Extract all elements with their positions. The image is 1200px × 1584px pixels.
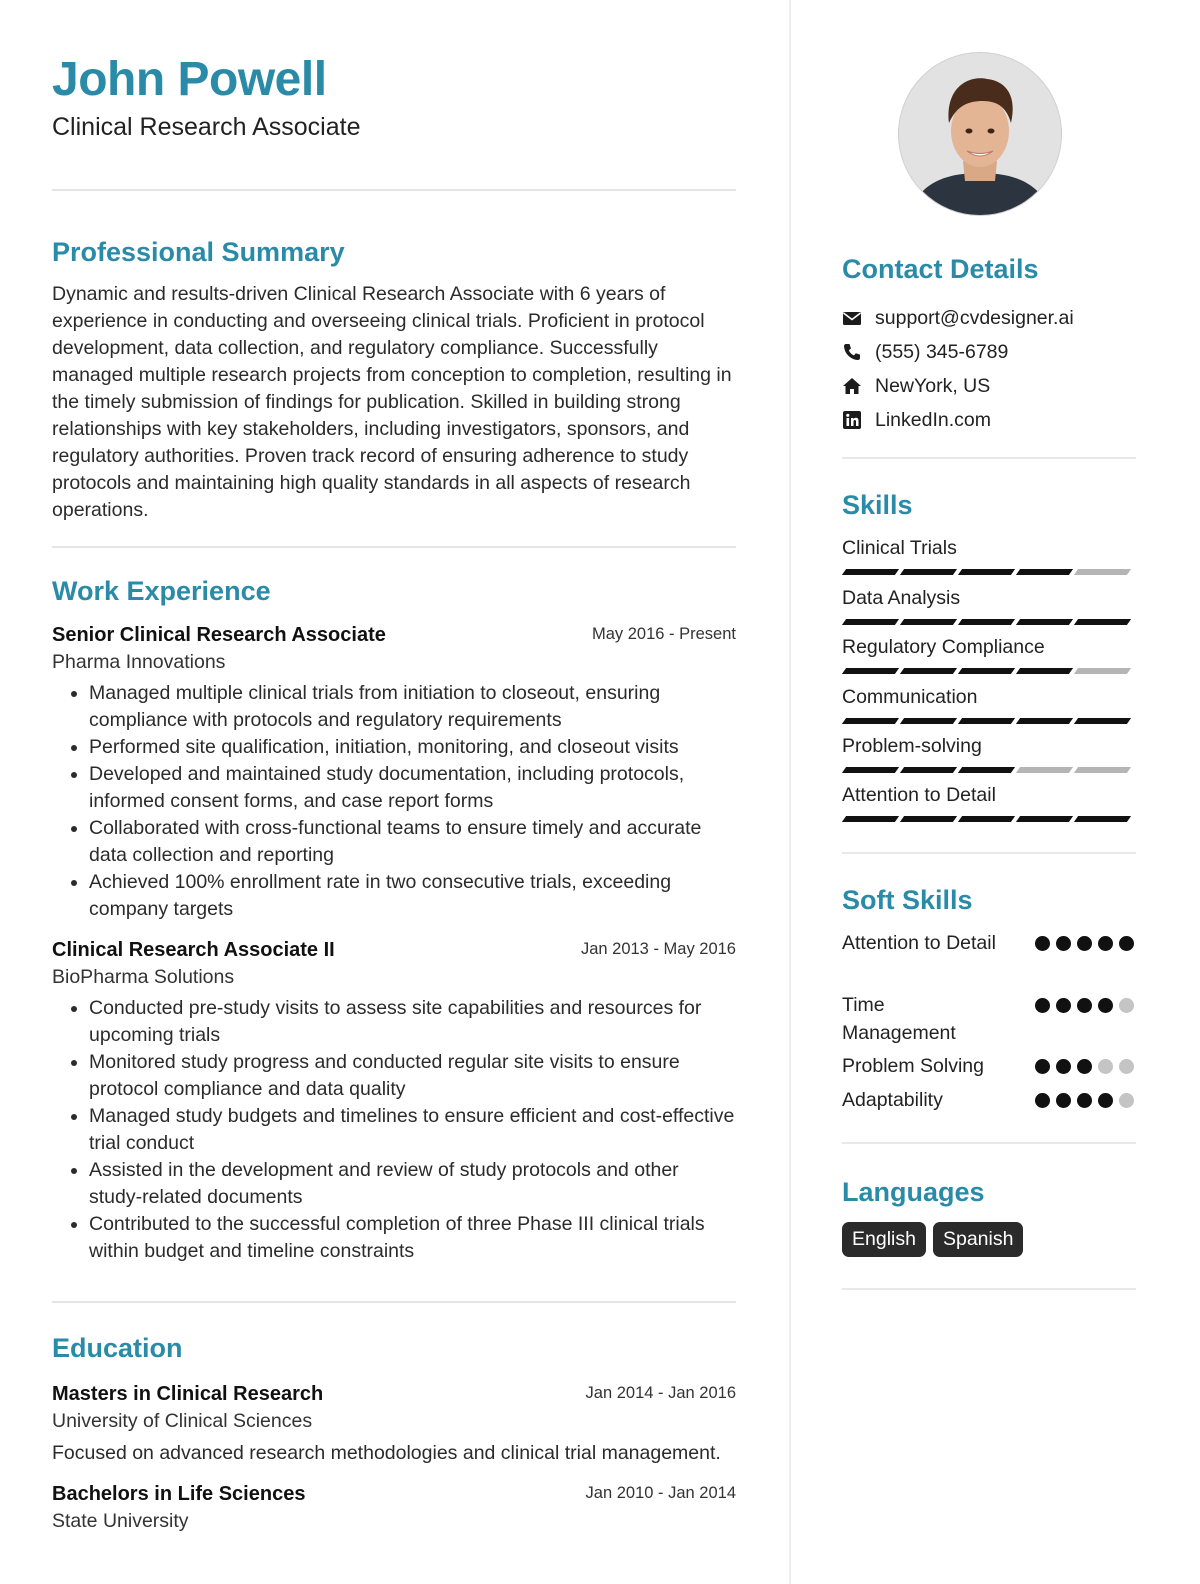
- skill-name: Communication: [842, 686, 978, 708]
- job-company: Pharma Innovations: [52, 651, 226, 673]
- skill-level-segment: [1074, 668, 1131, 674]
- rating-dot: [1035, 1059, 1050, 1074]
- section-divider: [842, 457, 1136, 459]
- contact-title: Contact Details: [842, 254, 1039, 284]
- skill-level-segment: [1016, 619, 1073, 625]
- skill-level-segment: [900, 816, 957, 822]
- soft-skill-name: Problem Solving: [842, 1055, 984, 1077]
- skill-level-segment: [1074, 619, 1131, 625]
- contact-text: support@cvdesigner.ai: [875, 306, 1074, 329]
- contact-text[interactable]: LinkedIn.com: [875, 408, 991, 431]
- soft-skill-rating-dots: [1029, 1093, 1134, 1108]
- skill-level-segment: [1016, 767, 1073, 773]
- job-bullets: [52, 995, 736, 1265]
- degree-dates: Jan 2014 - Jan 2016: [585, 1384, 736, 1402]
- education-title: Education: [52, 1333, 183, 1363]
- education-entry: [52, 1481, 736, 1535]
- skill-level-segment: [958, 718, 1015, 724]
- rating-dot: [1119, 998, 1134, 1013]
- skill-level-segment: [1074, 767, 1131, 773]
- soft-skill-item: [842, 929, 1136, 957]
- rating-dot: [1098, 1059, 1113, 1074]
- degree-title: Bachelors in Life Sciences: [52, 1483, 306, 1505]
- skill-level-segment: [842, 767, 899, 773]
- summary-text: Dynamic and results-driven Clinical Research Associate with 6 years of experience in conducting and overseeing clinical trials. Proficient in protocol development, data collection, and regulatory compliance. Successfully managed multiple research projects from conception to completion, resulting in the timely submission of findings for publication. Skilled in building strong relationships with key stakeholders, including investigators, sponsors, and regulatory authorities. Proven track record of ensuring adherence to study protocols and maintaining high quality standards in all aspects of research operations.: [52, 283, 732, 521]
- degree-title: Masters in Clinical Research: [52, 1383, 324, 1405]
- skill-level-segment: [958, 569, 1015, 575]
- education-description: Focused on advanced research methodologies and clinical trial management.: [52, 1442, 721, 1464]
- summary-title: Professional Summary: [52, 237, 345, 267]
- contact-phone: [842, 337, 1008, 367]
- skill-level-segment: [1074, 569, 1131, 575]
- phone-icon: [842, 342, 862, 362]
- rating-dot: [1056, 998, 1071, 1013]
- experience-title: Work Experience: [52, 576, 271, 606]
- soft-skill-name: Attention to Detail: [842, 932, 996, 954]
- skill-level-bars: [842, 569, 1136, 575]
- home-icon: [842, 376, 862, 396]
- skill-level-segment: [900, 569, 957, 575]
- skill-level-segment: [1074, 718, 1131, 724]
- skill-level-segment: [842, 816, 899, 822]
- soft-skill-rating-dots: [1029, 936, 1134, 951]
- rating-dot: [1056, 936, 1071, 951]
- skill-level-segment: [958, 668, 1015, 674]
- skill-level-bars: [842, 718, 1136, 724]
- skill-item: [842, 733, 1136, 773]
- job-bullets: [52, 680, 736, 923]
- language-tag: English: [842, 1222, 926, 1257]
- profile-photo: [898, 52, 1062, 216]
- school-name: University of Clinical Sciences: [52, 1410, 313, 1432]
- contact-email: [842, 303, 1074, 333]
- bullet-item: • Achieved 100% enrollment rate in two consecutive trials, exceeding company targets: [89, 869, 736, 923]
- skill-level-segment: [900, 767, 957, 773]
- skill-level-segment: [842, 668, 899, 674]
- rating-dot: [1077, 936, 1092, 951]
- skill-level-segment: [900, 718, 957, 724]
- rating-dot: [1056, 1093, 1071, 1108]
- rating-dot: [1119, 1059, 1134, 1074]
- job-company: BioPharma Solutions: [52, 966, 235, 988]
- rating-dot: [1035, 1093, 1050, 1108]
- section-divider: [842, 1142, 1136, 1144]
- rating-dot: [1098, 936, 1113, 951]
- skill-level-segment: [900, 668, 957, 674]
- bullet-item: • Conducted pre-study visits to assess site capabilities and resources for upcoming trials: [89, 995, 736, 1049]
- skill-item: [842, 585, 1136, 625]
- rating-dot: [1035, 936, 1050, 951]
- job-entry: [52, 622, 736, 923]
- bullet-item: • Contributed to the successful completion of three Phase III clinical trials within budget and timeline constraints: [89, 1211, 736, 1265]
- soft-skills-title: Soft Skills: [842, 885, 973, 915]
- bullet-item: • Managed study budgets and timelines to ensure efficient and cost-effective trial conduct: [89, 1103, 736, 1157]
- contact-location: [842, 371, 990, 401]
- person-portrait-icon: [899, 53, 1061, 215]
- rating-dot: [1119, 936, 1134, 951]
- bullet-item: • Monitored study progress and conducted regular site visits to ensure protocol compliance and data quality: [89, 1049, 736, 1103]
- skill-item: [842, 782, 1136, 822]
- language-tag: Spanish: [933, 1222, 1023, 1257]
- skill-item: [842, 634, 1136, 674]
- bullet-item: • Assisted in the development and review of study protocols and other study-related documents: [89, 1157, 736, 1211]
- skill-item: [842, 535, 1136, 575]
- job-entry: [52, 937, 736, 1265]
- rating-dot: [1119, 1093, 1134, 1108]
- skill-level-bars: [842, 816, 1136, 822]
- soft-skill-name: Adaptability: [842, 1089, 943, 1111]
- skill-item: [842, 684, 1136, 724]
- contact-linkedin[interactable]: [842, 405, 991, 435]
- job-title: Senior Clinical Research Associate: [52, 624, 386, 646]
- skills-title: Skills: [842, 490, 913, 520]
- bullet-item: • Performed site qualification, initiation, monitoring, and closeout visits: [89, 734, 736, 761]
- skill-name: Regulatory Compliance: [842, 636, 1045, 658]
- bullet-item: • Collaborated with cross-functional teams to ensure timely and accurate data collection and reporting: [89, 815, 736, 869]
- soft-skill-rating-dots: [1029, 1059, 1134, 1074]
- section-divider: [52, 546, 736, 548]
- contact-text: (555) 345-6789: [875, 340, 1009, 363]
- skill-level-segment: [1074, 816, 1131, 822]
- contact-text: NewYork, US: [875, 374, 991, 397]
- section-divider: [52, 1301, 736, 1303]
- bullet-item: • Managed multiple clinical trials from initiation to closeout, ensuring compliance with protocols and regulatory requirements: [89, 680, 736, 734]
- skill-level-segment: [842, 619, 899, 625]
- skill-level-segment: [1016, 718, 1073, 724]
- soft-skill-item: [842, 1086, 1136, 1114]
- skill-name: Attention to Detail: [842, 784, 996, 806]
- rating-dot: [1077, 1093, 1092, 1108]
- section-divider: [842, 852, 1136, 854]
- skill-name: Data Analysis: [842, 587, 961, 609]
- skill-level-segment: [900, 619, 957, 625]
- soft-skill-name: Time Management: [842, 994, 956, 1044]
- main-column: [52, 50, 736, 1535]
- skill-level-segment: [958, 767, 1015, 773]
- skill-level-bars: [842, 619, 1136, 625]
- bullet-item: • Developed and maintained study documentation, including protocols, informed consent forms, and case report forms: [89, 761, 736, 815]
- section-divider: [52, 189, 736, 191]
- language-list: [842, 1222, 1030, 1257]
- rating-dot: [1035, 998, 1050, 1013]
- degree-dates: Jan 2010 - Jan 2014: [585, 1484, 736, 1502]
- candidate-role: Clinical Research Associate: [52, 113, 361, 141]
- education-entry: [52, 1381, 736, 1467]
- skill-level-segment: [842, 569, 899, 575]
- job-dates: Jan 2013 - May 2016: [580, 940, 736, 958]
- school-name: State University: [52, 1510, 189, 1532]
- skill-level-segment: [958, 816, 1015, 822]
- soft-skill-item: [842, 1052, 1136, 1080]
- rating-dot: [1098, 998, 1113, 1013]
- rating-dot: [1056, 1059, 1071, 1074]
- rating-dot: [1077, 1059, 1092, 1074]
- column-divider: [789, 0, 791, 1584]
- skill-level-segment: [1016, 816, 1073, 822]
- skill-level-segment: [1016, 668, 1073, 674]
- languages-title: Languages: [842, 1177, 985, 1207]
- envelope-icon: [842, 308, 862, 328]
- job-title: Clinical Research Associate II: [52, 939, 335, 961]
- skill-level-segment: [1016, 569, 1073, 575]
- job-dates: May 2016 - Present: [592, 625, 736, 643]
- candidate-name: John Powell: [52, 53, 327, 106]
- rating-dot: [1077, 998, 1092, 1013]
- skill-level-bars: [842, 668, 1136, 674]
- soft-skill-item: [842, 991, 1136, 1047]
- skill-name: Problem-solving: [842, 735, 982, 757]
- skill-level-segment: [958, 619, 1015, 625]
- skill-level-segment: [842, 718, 899, 724]
- section-divider: [842, 1288, 1136, 1290]
- rating-dot: [1098, 1093, 1113, 1108]
- skill-level-bars: [842, 767, 1136, 773]
- skill-name: Clinical Trials: [842, 537, 957, 559]
- soft-skill-rating-dots: [1029, 998, 1134, 1013]
- linkedin-icon: [842, 410, 862, 430]
